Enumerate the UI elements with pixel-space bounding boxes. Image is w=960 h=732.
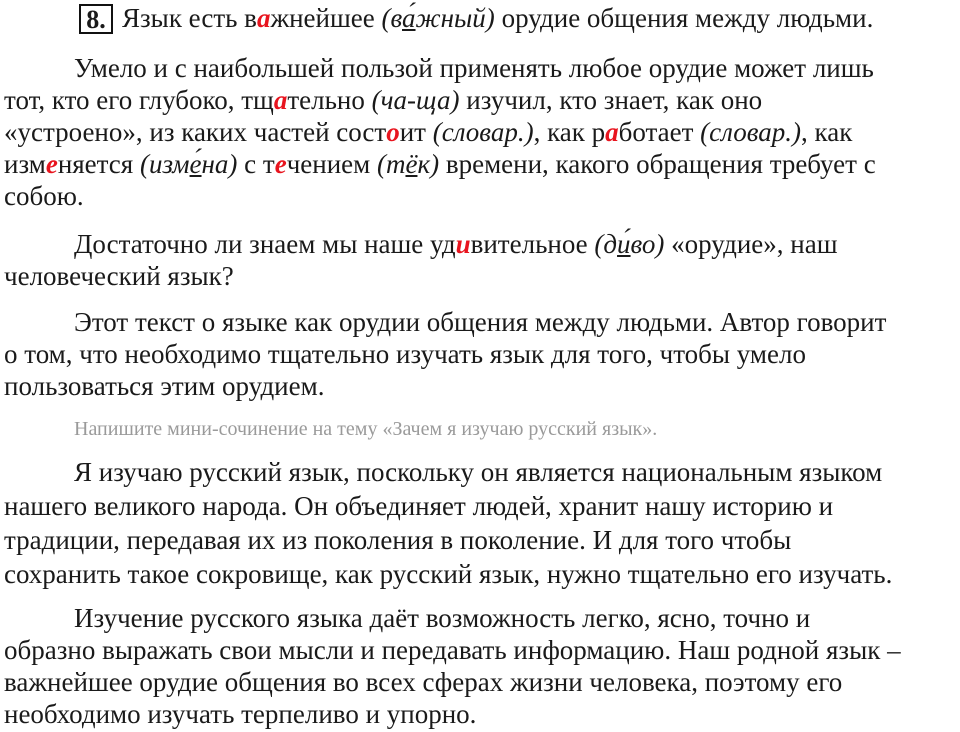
para5-line3: важнейшее орудие общения во всех сферах жизни человека, поэтому его (4, 667, 843, 697)
para3-line1: Этот текст о языке как орудии общения между людьми. Автор говорит (74, 307, 887, 337)
highlighted-letter: е (274, 149, 287, 179)
para2-line2: человеческий язык? (4, 261, 234, 291)
exercise-number: 8. (86, 5, 106, 34)
check-word-hint: (тёк) (376, 149, 440, 179)
para4-line4: сохранить такое сокровище, как русский язык, нужно тщательно его изучать. (4, 559, 893, 589)
para5-line1: Изучение русского языка даёт возможность легко, ясно, точно и (74, 603, 811, 633)
check-word-hint: (ва́жный) (381, 3, 495, 33)
para5-line2: образно выражать свои мысли и передавать информацию. Наш родной язык – (4, 635, 901, 665)
text: жнейшее (270, 3, 382, 33)
check-word-hint: (ди́во) (594, 229, 665, 259)
para4-line2: нашего великого народа. Он объединяет людей, хранит нашу историю и (4, 491, 834, 521)
para1-line3: «устроено», из каких частей состоит (словар.), как работает (словар.), как (4, 117, 853, 147)
exercise-number-box (79, 4, 113, 34)
para1-line1: Умело и с наибольшей пользой применять любое орудие может лишь (74, 53, 874, 83)
text: орудие общения между людьми. (494, 3, 874, 33)
highlighted-letter: а (273, 85, 288, 115)
para4-line3: традиции, передавая их из поколения в поколение. И для того чтобы (4, 525, 792, 555)
highlighted-letter: а (605, 117, 619, 147)
para1-line4: изменяется (изме́на) с течением (тёк) времени, какого обращения требует с (4, 149, 876, 179)
para1-line5: собою. (4, 181, 84, 211)
text: Язык есть в (122, 3, 257, 33)
highlighted-letter: и (455, 229, 471, 259)
para3-line3: пользоваться этим орудием. (4, 371, 325, 401)
task-sentence (122, 2, 873, 34)
check-word-hint: (ча-ща) (371, 85, 460, 115)
para2-line1: Достаточно ли знаем мы наше удивительное (ди́во) «орудие», наш (74, 229, 838, 259)
check-word-hint: (словар.) (700, 117, 802, 147)
para4-line1: Я изучаю русский язык, поскольку он является национальным языком (74, 457, 883, 487)
para3-line2: о том, что необходимо тщательно изучать язык для того, чтобы умело (4, 339, 806, 369)
para5-line4: необходимо изучать терпеливо и упорно. (4, 699, 477, 729)
highlighted-letter: о (386, 117, 400, 147)
highlighted-letter: а (256, 3, 271, 33)
check-word-hint: (изме́на) (139, 149, 238, 179)
essay-prompt: Напишите мини-сочинение на тему «Зачем я изучаю русский язык». (74, 418, 658, 440)
check-word-hint: (словар.) (432, 117, 534, 147)
highlighted-letter: е (45, 149, 58, 179)
para1-line2: тот, кто его глубоко, тщательно (ча-ща) изучил, кто знает, как оно (4, 85, 763, 115)
